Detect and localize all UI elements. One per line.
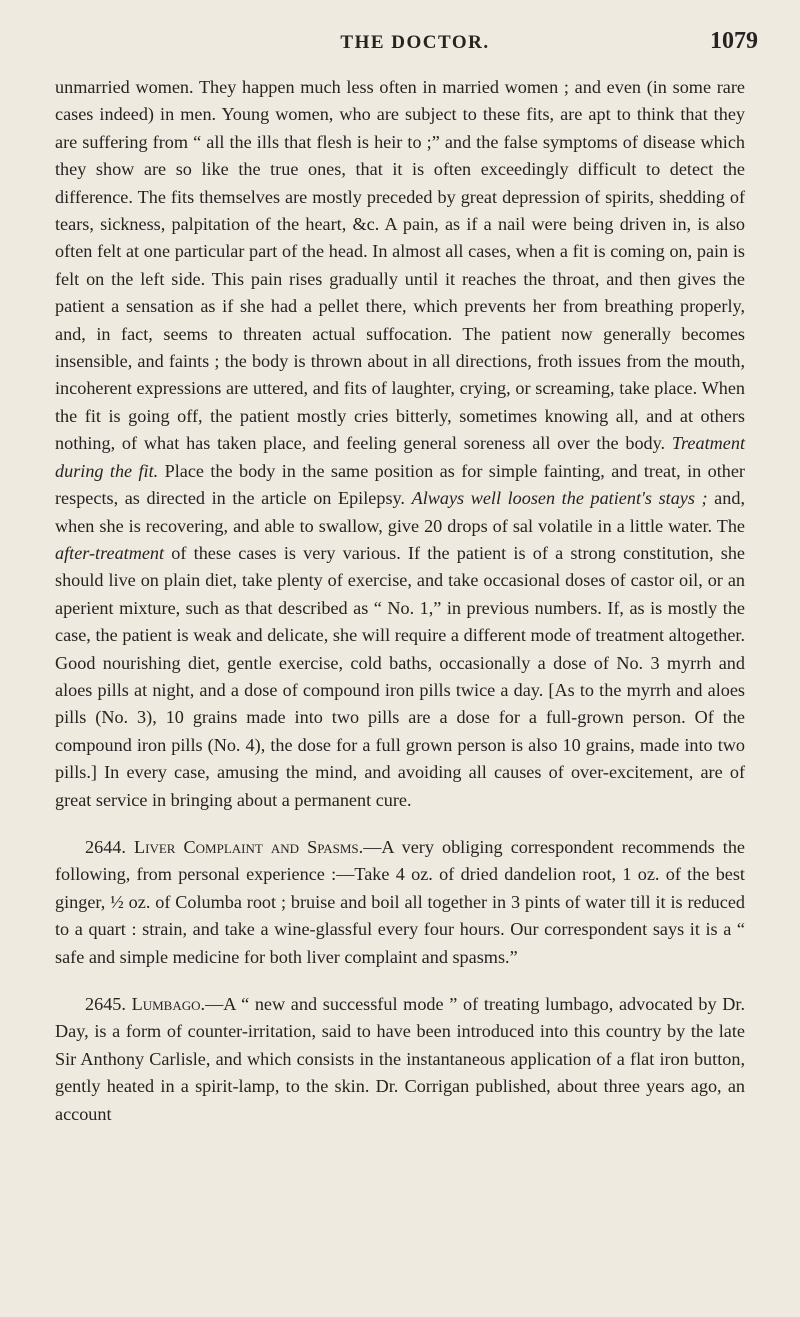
page-body: [55, 74, 745, 1128]
entry-text: —A “ new and successful mode ” of treating lumbago, advocated by Dr. Day, is a form of counter-irritation, said to have been introduced into this country by the late Sir Anthony Carlisle, and which consists in the instantaneous application of a flat iron button, gently heated in a spirit-lamp, to the skin. Dr. Corrigan published, about three years ago, an account: [55, 994, 745, 1124]
paragraph-hysteria-continued: [55, 74, 745, 814]
italic-phrase: after-treatment: [55, 542, 165, 563]
entry-heading: Liver Complaint and Spasms.: [134, 836, 364, 857]
entry-heading: Lumbago.: [131, 994, 206, 1014]
italic-phrase: Always well loosen the patient's stays ;: [411, 488, 708, 509]
entry-text: —A very obliging correspondent recommends the following, from personal experience :—Take 4 oz. of dried dandelion root, 1 oz. of the best ginger, ½ oz. of Columba root ; bruise and boil all together in 3 pints of water till it is reduced to a quart : strain, and take a wine-glassful every four hours. Our correspondent says it is a “ safe and simple medicine for both liver complaint and spasms.”: [55, 836, 745, 967]
entry-2645: [55, 991, 745, 1128]
paragraph-text: unmarried women. They happen much less often in married women ; and even (in some rare cases indeed) in men. Young women, who are subject to these fits, are apt to think that they are suffering from “ all the ills that flesh is heir to ;” and the false symptoms of disease which they show are so like the true ones, that it is often exceedingly difficult to detect the difference. The fits themselves are mostly preceded by great depression of spirits, shedding of tears, sickness, palpitation of the heart, &c. A pain, as if a nail were being driven in, is also often felt at one particular part of the head. In almost all cases, when a fit is coming on, pain is felt on the left side. This pain rises gradually until it reaches the throat, and then gives the patient a sensation as if she had a pellet there, which prevents her from breathing properly, and, in fact, seems to threaten actual suffocation. The patient now generally becomes insensible, and faints ; the body is thrown about in all directions, froth issues from the mouth, incoherent expressions are uttered, and fits of laughter, crying, or screaming, take place. When the fit is going off, the patient mostly cries bitterly, sometimes knowing all, and at others nothing, of what has taken place, and feeling general soreness all over the body.: [55, 77, 745, 454]
paragraph-text: of these cases is very various. If the patient is of a strong constitution, she should live on plain diet, take plenty of exercise, and take occasional doses of castor oil, or an aperient mixture, such as that described as “ No. 1,” in previous numbers. If, as is mostly the case, the patient is weak and delicate, she will require a different mode of treatment altogether. Good nourishing diet, gentle exercise, cold baths, occasionally a dose of No. 3 myrrh and aloes pills at night, and a dose of compound iron pills twice a day. [As to the myrrh and aloes pills (No. 3), 10 grains made into two pills are a dose for a full-grown person. Of the compound iron pills (No. 4), the dose for a full grown person is also 10 grains, made into two pills.] In every case, amusing the mind, and avoiding all causes of over-excitement, are of great service in bringing about a permanent cure.: [55, 542, 745, 810]
running-head: THE DOCTOR.: [340, 32, 490, 53]
entry-number: 2644.: [85, 836, 126, 857]
entry-number: 2645.: [85, 994, 126, 1014]
paragraph-text: and, when she is recovering, and able to swallow, give 20 drops of sal volatile in a little water. The: [55, 488, 745, 536]
paragraph-text: Place the body in the same position as for simple fainting, and treat, in other respects, as directed in the article on Epilepsy.: [55, 460, 745, 509]
entry-2644: [55, 834, 745, 971]
italic-phrase: Treatment during the fit.: [55, 433, 745, 481]
page-header: [72, 24, 758, 64]
page-number: 1079: [710, 28, 758, 54]
